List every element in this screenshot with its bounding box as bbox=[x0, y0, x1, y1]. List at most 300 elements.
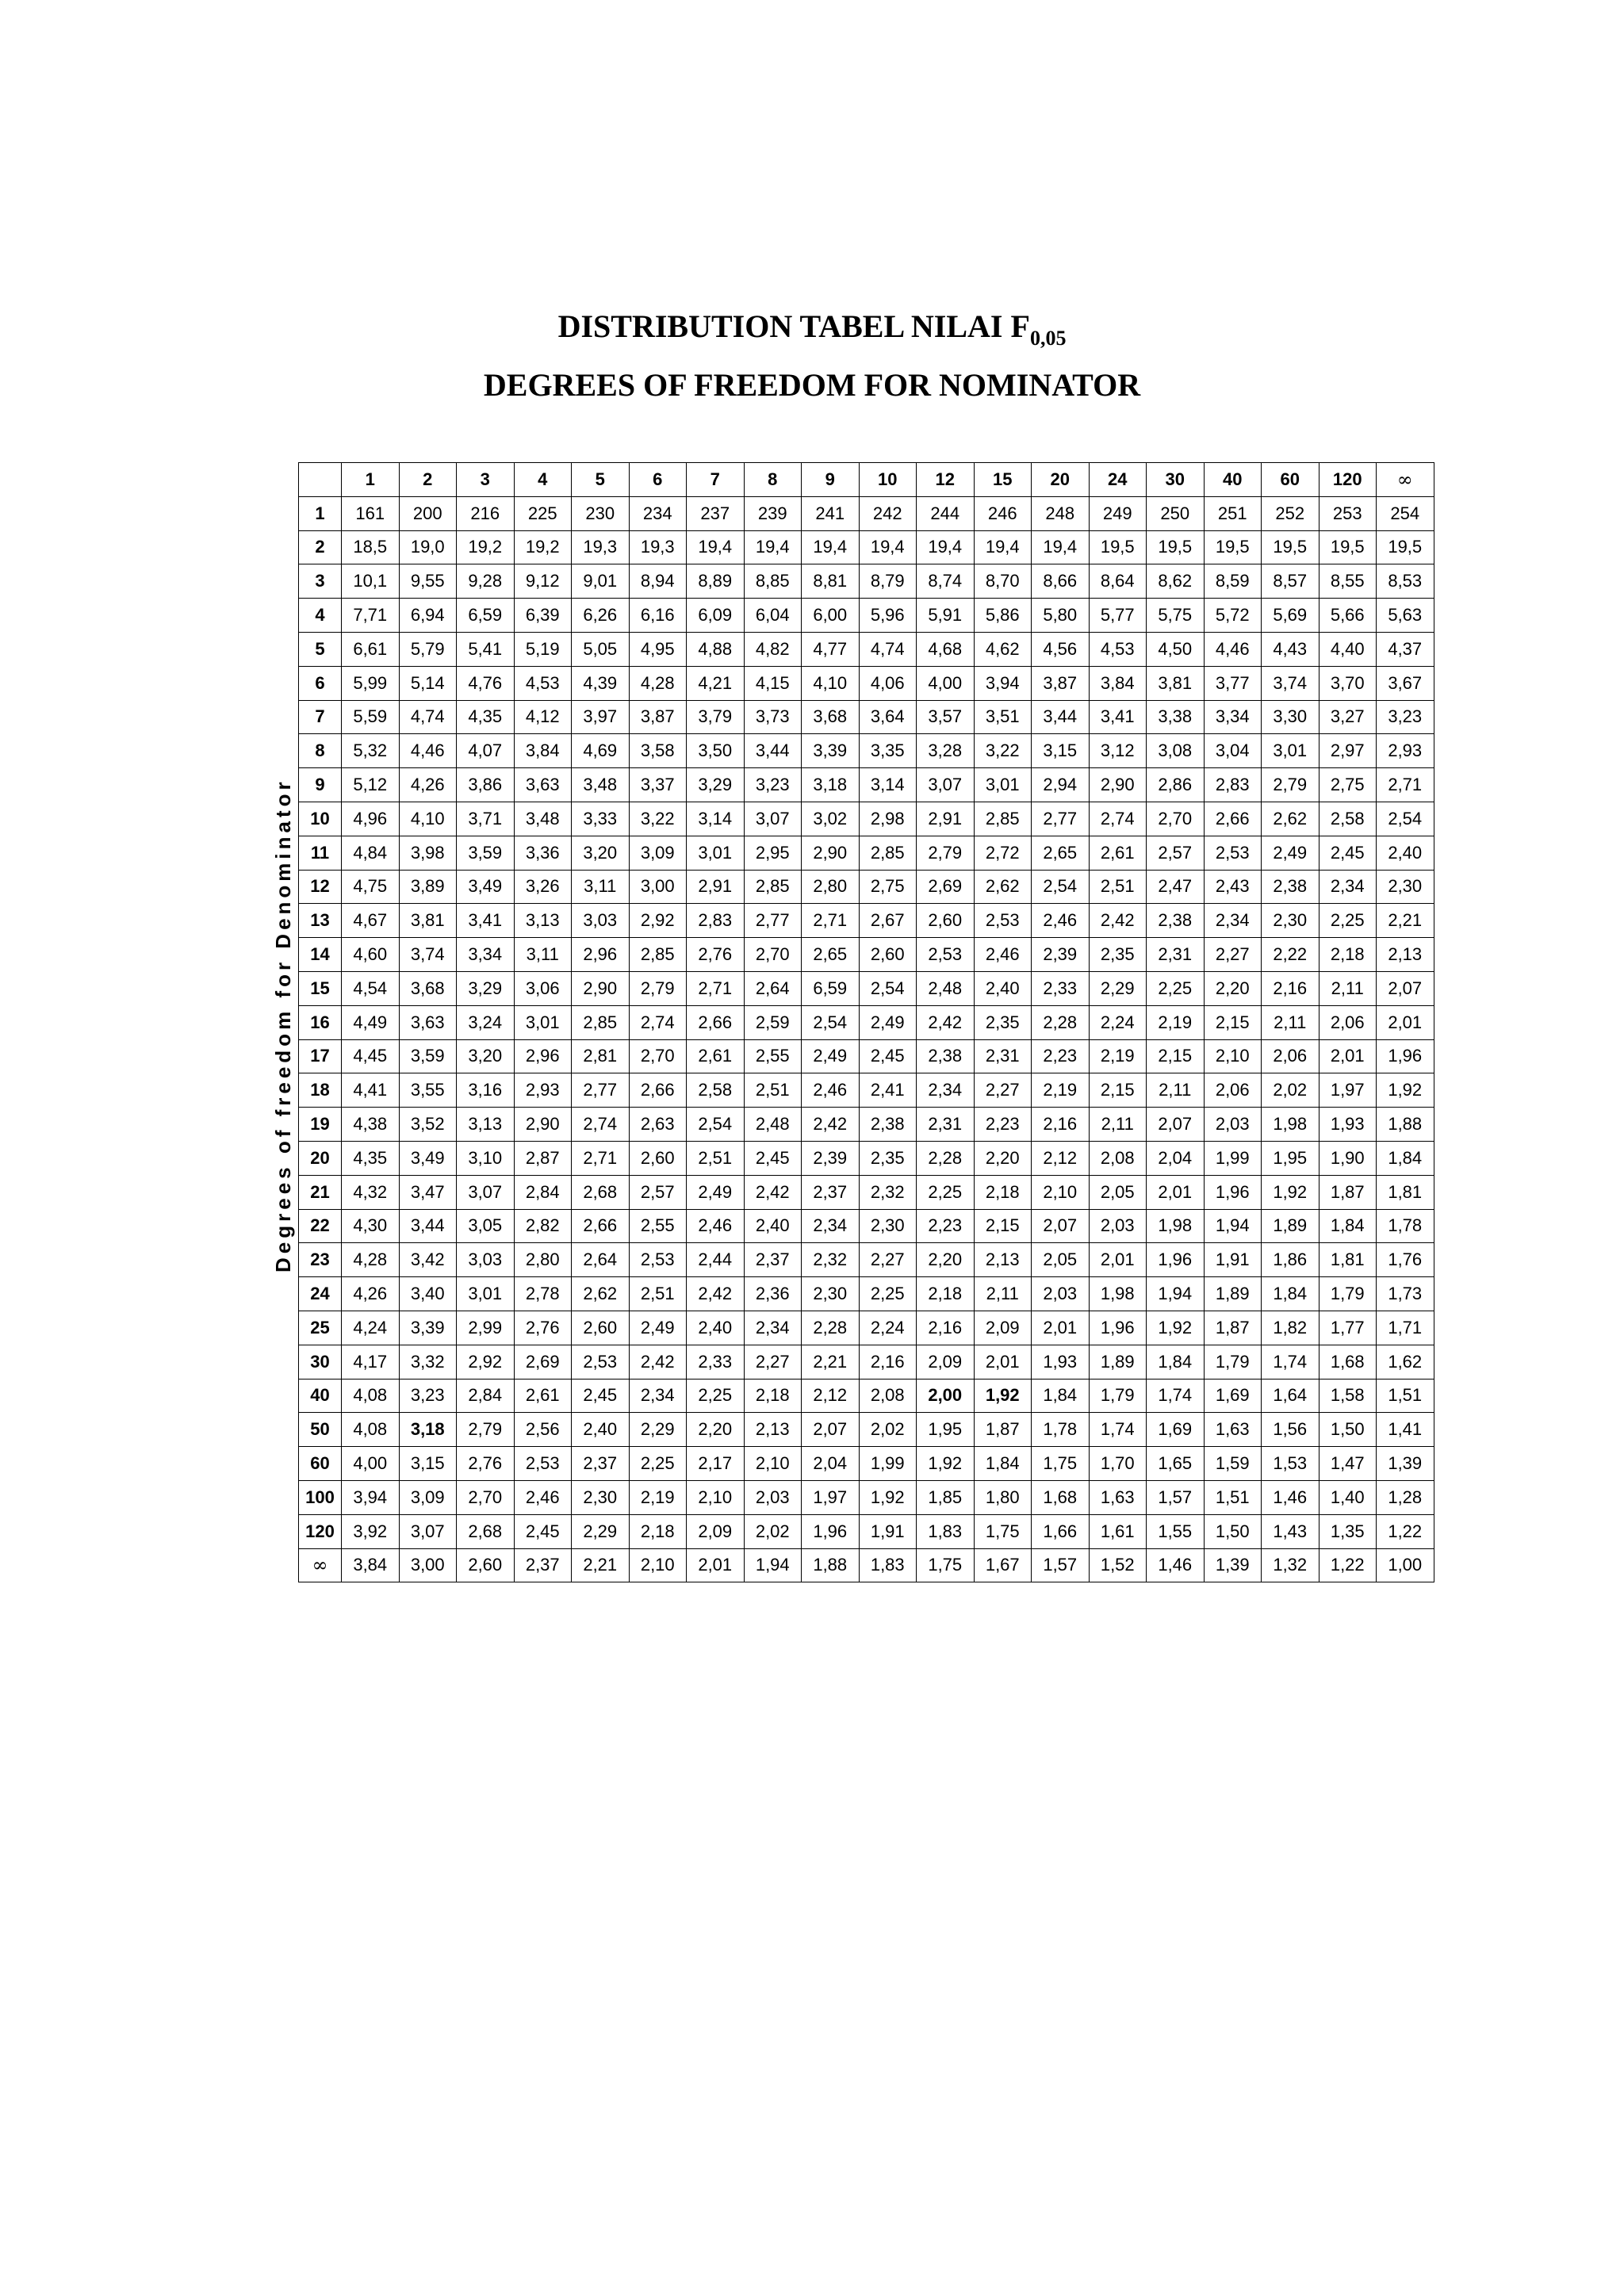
table-cell: 3,68 bbox=[399, 971, 457, 1005]
table-cell: 2,39 bbox=[1032, 938, 1090, 972]
table-cell: 2,39 bbox=[802, 1141, 860, 1175]
table-cell: 2,51 bbox=[629, 1277, 687, 1311]
table-cell: 2,48 bbox=[917, 971, 975, 1005]
table-cell: 19,5 bbox=[1319, 530, 1377, 564]
table-cell: 2,46 bbox=[974, 938, 1032, 972]
table-cell: 2,10 bbox=[629, 1548, 687, 1582]
table-cell: 5,12 bbox=[342, 768, 400, 802]
table-cell: 2,70 bbox=[744, 938, 802, 972]
table-cell: 1,79 bbox=[1204, 1345, 1262, 1379]
table-cell: 19,4 bbox=[974, 530, 1032, 564]
table-cell: 2,64 bbox=[744, 971, 802, 1005]
table-cell: 3,01 bbox=[514, 1005, 572, 1039]
row-header: 17 bbox=[299, 1039, 342, 1073]
table-cell: 4,10 bbox=[802, 666, 860, 700]
table-cell: 3,22 bbox=[629, 802, 687, 836]
table-row bbox=[299, 768, 1434, 802]
table-cell: 18,5 bbox=[342, 530, 400, 564]
row-header: 7 bbox=[299, 700, 342, 734]
row-header: 2 bbox=[299, 530, 342, 564]
table-cell: 2,07 bbox=[1377, 971, 1434, 1005]
table-cell: 2,23 bbox=[917, 1209, 975, 1243]
table-cell: 2,01 bbox=[1089, 1243, 1147, 1277]
table-cell: 2,07 bbox=[1147, 1108, 1205, 1142]
table-cell: 1,69 bbox=[1204, 1379, 1262, 1413]
table-cell: 3,68 bbox=[802, 700, 860, 734]
table-row bbox=[299, 1311, 1434, 1345]
table-cell: 2,60 bbox=[859, 938, 917, 972]
table-cell: 2,54 bbox=[687, 1108, 745, 1142]
table-cell: 3,40 bbox=[399, 1277, 457, 1311]
table-cell: 3,34 bbox=[457, 938, 515, 972]
table-cell: 2,96 bbox=[514, 1039, 572, 1073]
table-cell: 3,11 bbox=[514, 938, 572, 972]
table-cell: 2,90 bbox=[572, 971, 630, 1005]
table-cell: 2,80 bbox=[802, 870, 860, 904]
table-cell: 2,30 bbox=[1377, 870, 1434, 904]
table-cell: 2,23 bbox=[1032, 1039, 1090, 1073]
table-cell: 3,50 bbox=[687, 734, 745, 768]
table-cell: 4,37 bbox=[1377, 632, 1434, 666]
table-cell: 2,90 bbox=[802, 836, 860, 870]
table-cell: 2,40 bbox=[974, 971, 1032, 1005]
table-cell: 2,31 bbox=[917, 1108, 975, 1142]
table-cell: 2,22 bbox=[1262, 938, 1320, 972]
table-cell: 2,24 bbox=[1089, 1005, 1147, 1039]
table-cell: 1,96 bbox=[1089, 1311, 1147, 1345]
table-cell: 2,49 bbox=[1262, 836, 1320, 870]
table-cell: 1,92 bbox=[917, 1447, 975, 1481]
table-cell: 2,12 bbox=[802, 1379, 860, 1413]
table-cell: 1,93 bbox=[1319, 1108, 1377, 1142]
table-cell: 1,22 bbox=[1377, 1514, 1434, 1548]
table-cell: 2,53 bbox=[974, 904, 1032, 938]
table-cell: 4,74 bbox=[399, 700, 457, 734]
table-row bbox=[299, 496, 1434, 530]
table-cell: 1,84 bbox=[1377, 1141, 1434, 1175]
table-cell: 2,79 bbox=[917, 836, 975, 870]
table-cell: 8,59 bbox=[1204, 564, 1262, 599]
table-cell: 1,22 bbox=[1319, 1548, 1377, 1582]
table-row bbox=[299, 1548, 1434, 1582]
table-cell: 2,18 bbox=[1319, 938, 1377, 972]
table-cell: 4,60 bbox=[342, 938, 400, 972]
table-cell: 8,85 bbox=[744, 564, 802, 599]
table-cell: 1,83 bbox=[859, 1548, 917, 1582]
row-header: 60 bbox=[299, 1447, 342, 1481]
table-cell: 2,85 bbox=[859, 836, 917, 870]
table-cell: 2,02 bbox=[1262, 1073, 1320, 1108]
table-cell: 1,82 bbox=[1262, 1311, 1320, 1345]
table-cell: 3,00 bbox=[399, 1548, 457, 1582]
table-cell: 2,31 bbox=[1147, 938, 1205, 972]
table-cell: 254 bbox=[1377, 496, 1434, 530]
table-cell: 1,74 bbox=[1147, 1379, 1205, 1413]
table-cell: 9,01 bbox=[572, 564, 630, 599]
row-header: 24 bbox=[299, 1277, 342, 1311]
table-cell: 9,55 bbox=[399, 564, 457, 599]
table-cell: 3,74 bbox=[399, 938, 457, 972]
table-cell: 2,28 bbox=[917, 1141, 975, 1175]
table-cell: 2,66 bbox=[629, 1073, 687, 1108]
table-cell: 2,10 bbox=[744, 1447, 802, 1481]
table-row bbox=[299, 1039, 1434, 1073]
table-cell: 1,75 bbox=[917, 1548, 975, 1582]
column-header: 2 bbox=[399, 463, 457, 497]
table-cell: 3,22 bbox=[974, 734, 1032, 768]
table-cell: 3,63 bbox=[399, 1005, 457, 1039]
table-cell: 3,84 bbox=[514, 734, 572, 768]
table-cell: 1,83 bbox=[917, 1514, 975, 1548]
table-cell: 8,94 bbox=[629, 564, 687, 599]
table-cell: 2,03 bbox=[1032, 1277, 1090, 1311]
table-cell: 2,71 bbox=[572, 1141, 630, 1175]
table-cell: 2,54 bbox=[1032, 870, 1090, 904]
column-header: 40 bbox=[1204, 463, 1262, 497]
table-cell: 4,77 bbox=[802, 632, 860, 666]
table-cell: 1,40 bbox=[1319, 1480, 1377, 1514]
table-cell: 19,0 bbox=[399, 530, 457, 564]
table-cell: 2,62 bbox=[1262, 802, 1320, 836]
table-cell: 2,53 bbox=[572, 1345, 630, 1379]
table-cell: 3,07 bbox=[399, 1514, 457, 1548]
table-cell: 1,98 bbox=[1089, 1277, 1147, 1311]
table-cell: 2,30 bbox=[802, 1277, 860, 1311]
table-row bbox=[299, 1413, 1434, 1447]
table-cell: 19,4 bbox=[859, 530, 917, 564]
table-cell: 2,18 bbox=[629, 1514, 687, 1548]
table-cell: 4,95 bbox=[629, 632, 687, 666]
table-cell: 1,84 bbox=[1032, 1379, 1090, 1413]
table-cell: 2,04 bbox=[802, 1447, 860, 1481]
table-cell: 2,75 bbox=[1319, 768, 1377, 802]
table-cell: 2,76 bbox=[457, 1447, 515, 1481]
table-cell: 2,10 bbox=[1204, 1039, 1262, 1073]
table-cell: 8,74 bbox=[917, 564, 975, 599]
table-cell: 2,83 bbox=[687, 904, 745, 938]
table-cell: 2,27 bbox=[859, 1243, 917, 1277]
table-cell: 2,11 bbox=[1147, 1073, 1205, 1108]
table-cell: 3,81 bbox=[399, 904, 457, 938]
table-cell: 250 bbox=[1147, 496, 1205, 530]
table-cell: 2,20 bbox=[687, 1413, 745, 1447]
table-cell: 19,3 bbox=[629, 530, 687, 564]
table-cell: 4,43 bbox=[1262, 632, 1320, 666]
table-cell: 4,38 bbox=[342, 1108, 400, 1142]
table-cell: 4,82 bbox=[744, 632, 802, 666]
table-cell: 1,98 bbox=[1262, 1108, 1320, 1142]
table-cell: 2,58 bbox=[1319, 802, 1377, 836]
row-header: 8 bbox=[299, 734, 342, 768]
table-cell: 3,37 bbox=[629, 768, 687, 802]
row-header: 21 bbox=[299, 1175, 342, 1209]
table-cell: 19,5 bbox=[1377, 530, 1434, 564]
table-row bbox=[299, 971, 1434, 1005]
table-cell: 2,71 bbox=[802, 904, 860, 938]
table-cell: 2,01 bbox=[687, 1548, 745, 1582]
table-cell: 3,13 bbox=[457, 1108, 515, 1142]
table-cell: 3,44 bbox=[399, 1209, 457, 1243]
table-cell: 1,84 bbox=[974, 1447, 1032, 1481]
table-cell: 3,58 bbox=[629, 734, 687, 768]
table-cell: 2,92 bbox=[457, 1345, 515, 1379]
table-cell: 5,41 bbox=[457, 632, 515, 666]
table-cell: 2,43 bbox=[1204, 870, 1262, 904]
table-cell: 1,71 bbox=[1377, 1311, 1434, 1345]
table-row bbox=[299, 1277, 1434, 1311]
table-cell: 4,00 bbox=[342, 1447, 400, 1481]
table-cell: 1,79 bbox=[1319, 1277, 1377, 1311]
table-cell: 3,89 bbox=[399, 870, 457, 904]
table-cell: 2,29 bbox=[629, 1413, 687, 1447]
table-row bbox=[299, 1108, 1434, 1142]
table-cell: 2,53 bbox=[514, 1447, 572, 1481]
table-cell: 2,06 bbox=[1319, 1005, 1377, 1039]
table-cell: 2,27 bbox=[744, 1345, 802, 1379]
table-cell: 2,27 bbox=[1204, 938, 1262, 972]
table-cell: 1,87 bbox=[1204, 1311, 1262, 1345]
column-header: ∞ bbox=[1377, 463, 1434, 497]
corner-cell bbox=[299, 463, 342, 497]
table-cell: 1,35 bbox=[1319, 1514, 1377, 1548]
table-cell: 4,28 bbox=[342, 1243, 400, 1277]
table-cell: 1,92 bbox=[974, 1379, 1032, 1413]
table-cell: 8,55 bbox=[1319, 564, 1377, 599]
table-cell: 1,85 bbox=[917, 1480, 975, 1514]
table-cell: 2,34 bbox=[917, 1073, 975, 1108]
page-title bbox=[0, 308, 1624, 350]
table-cell: 4,39 bbox=[572, 666, 630, 700]
table-cell: 5,32 bbox=[342, 734, 400, 768]
table-cell: 1,97 bbox=[802, 1480, 860, 1514]
table-cell: 237 bbox=[687, 496, 745, 530]
table-row bbox=[299, 1141, 1434, 1175]
table-cell: 2,03 bbox=[1204, 1108, 1262, 1142]
table-cell: 1,87 bbox=[1319, 1175, 1377, 1209]
table-cell: 2,19 bbox=[1089, 1039, 1147, 1073]
table-cell: 2,16 bbox=[859, 1345, 917, 1379]
table-cell: 2,01 bbox=[1319, 1039, 1377, 1073]
table-cell: 3,70 bbox=[1319, 666, 1377, 700]
table-cell: 3,26 bbox=[514, 870, 572, 904]
table-cell: 1,94 bbox=[1147, 1277, 1205, 1311]
table-row bbox=[299, 1073, 1434, 1108]
table-cell: 2,19 bbox=[1032, 1073, 1090, 1108]
table-cell: 2,25 bbox=[1319, 904, 1377, 938]
table-cell: 3,51 bbox=[974, 700, 1032, 734]
table-cell: 1,65 bbox=[1147, 1447, 1205, 1481]
table-cell: 8,89 bbox=[687, 564, 745, 599]
table-cell: 2,32 bbox=[859, 1175, 917, 1209]
table-cell: 3,08 bbox=[1147, 734, 1205, 768]
table-cell: 1,28 bbox=[1377, 1480, 1434, 1514]
table-cell: 3,18 bbox=[802, 768, 860, 802]
table-cell: 5,69 bbox=[1262, 599, 1320, 633]
column-header: 7 bbox=[687, 463, 745, 497]
table-cell: 1,92 bbox=[1377, 1073, 1434, 1108]
table-cell: 3,29 bbox=[457, 971, 515, 1005]
table-cell: 3,35 bbox=[859, 734, 917, 768]
table-cell: 1,73 bbox=[1377, 1277, 1434, 1311]
title-text: DISTRIBUTION TABEL NILAI F bbox=[557, 308, 1030, 344]
table-cell: 1,55 bbox=[1147, 1514, 1205, 1548]
table-cell: 2,40 bbox=[744, 1209, 802, 1243]
table-cell: 1,57 bbox=[1032, 1548, 1090, 1582]
table-cell: 6,61 bbox=[342, 632, 400, 666]
table-cell: 2,62 bbox=[974, 870, 1032, 904]
table-cell: 2,99 bbox=[457, 1311, 515, 1345]
table-row bbox=[299, 632, 1434, 666]
table-cell: 1,78 bbox=[1377, 1209, 1434, 1243]
table-cell: 1,92 bbox=[1262, 1175, 1320, 1209]
table-cell: 2,87 bbox=[514, 1141, 572, 1175]
table-cell: 3,41 bbox=[1089, 700, 1147, 734]
table-cell: 2,49 bbox=[687, 1175, 745, 1209]
table-cell: 4,26 bbox=[342, 1277, 400, 1311]
table-cell: 4,08 bbox=[342, 1413, 400, 1447]
table-cell: 3,36 bbox=[514, 836, 572, 870]
column-header: 30 bbox=[1147, 463, 1205, 497]
table-cell: 8,79 bbox=[859, 564, 917, 599]
table-cell: 4,24 bbox=[342, 1311, 400, 1345]
table-cell: 3,18 bbox=[399, 1413, 457, 1447]
table-cell: 1,46 bbox=[1262, 1480, 1320, 1514]
table-cell: 1,94 bbox=[744, 1548, 802, 1582]
table-cell: 5,05 bbox=[572, 632, 630, 666]
table-cell: 3,92 bbox=[342, 1514, 400, 1548]
table-row bbox=[299, 802, 1434, 836]
table-cell: 3,74 bbox=[1262, 666, 1320, 700]
table-cell: 2,70 bbox=[629, 1039, 687, 1073]
table-cell: 1,52 bbox=[1089, 1548, 1147, 1582]
table-cell: 2,95 bbox=[744, 836, 802, 870]
table-cell: 4,26 bbox=[399, 768, 457, 802]
table-cell: 2,65 bbox=[802, 938, 860, 972]
column-header: 24 bbox=[1089, 463, 1147, 497]
table-cell: 2,61 bbox=[514, 1379, 572, 1413]
table-cell: 2,77 bbox=[744, 904, 802, 938]
row-header: 50 bbox=[299, 1413, 342, 1447]
table-cell: 2,13 bbox=[1377, 938, 1434, 972]
row-header: 100 bbox=[299, 1480, 342, 1514]
table-cell: 2,01 bbox=[974, 1345, 1032, 1379]
table-cell: 1,63 bbox=[1089, 1480, 1147, 1514]
column-header: 1 bbox=[342, 463, 400, 497]
table-cell: 2,07 bbox=[802, 1413, 860, 1447]
table-row bbox=[299, 1345, 1434, 1379]
table-cell: 3,86 bbox=[457, 768, 515, 802]
column-header: 3 bbox=[457, 463, 515, 497]
table-cell: 2,55 bbox=[629, 1209, 687, 1243]
table-cell: 3,07 bbox=[917, 768, 975, 802]
table-row bbox=[299, 700, 1434, 734]
table-cell: 3,98 bbox=[399, 836, 457, 870]
table-cell: 2,77 bbox=[572, 1073, 630, 1108]
table-cell: 2,02 bbox=[744, 1514, 802, 1548]
table-cell: 3,24 bbox=[457, 1005, 515, 1039]
table-cell: 1,98 bbox=[1147, 1209, 1205, 1243]
table-cell: 1,56 bbox=[1262, 1413, 1320, 1447]
table-cell: 2,79 bbox=[1262, 768, 1320, 802]
table-cell: 3,07 bbox=[457, 1175, 515, 1209]
table-cell: 3,03 bbox=[572, 904, 630, 938]
table-cell: 4,40 bbox=[1319, 632, 1377, 666]
table-cell: 1,81 bbox=[1319, 1243, 1377, 1277]
table-cell: 241 bbox=[802, 496, 860, 530]
table-cell: 2,33 bbox=[1032, 971, 1090, 1005]
row-header: 40 bbox=[299, 1379, 342, 1413]
table-cell: 10,1 bbox=[342, 564, 400, 599]
table-cell: 9,28 bbox=[457, 564, 515, 599]
table-cell: 2,34 bbox=[744, 1311, 802, 1345]
table-cell: 2,30 bbox=[1262, 904, 1320, 938]
table-cell: 3,44 bbox=[744, 734, 802, 768]
table-cell: 2,42 bbox=[917, 1005, 975, 1039]
table-cell: 1,58 bbox=[1319, 1379, 1377, 1413]
table-cell: 2,46 bbox=[514, 1480, 572, 1514]
table-row bbox=[299, 1209, 1434, 1243]
row-header: ∞ bbox=[299, 1548, 342, 1582]
table-cell: 2,10 bbox=[687, 1480, 745, 1514]
table-cell: 2,40 bbox=[572, 1413, 630, 1447]
table-cell: 4,28 bbox=[629, 666, 687, 700]
table-cell: 2,18 bbox=[917, 1277, 975, 1311]
table-row bbox=[299, 870, 1434, 904]
table-cell: 1,94 bbox=[1204, 1209, 1262, 1243]
table-cell: 4,75 bbox=[342, 870, 400, 904]
table-cell: 2,84 bbox=[514, 1175, 572, 1209]
row-header: 13 bbox=[299, 904, 342, 938]
table-cell: 3,05 bbox=[457, 1209, 515, 1243]
table-cell: 4,53 bbox=[514, 666, 572, 700]
table-cell: 6,09 bbox=[687, 599, 745, 633]
table-cell: 2,37 bbox=[572, 1447, 630, 1481]
table-cell: 4,67 bbox=[342, 904, 400, 938]
table-cell: 4,35 bbox=[342, 1141, 400, 1175]
table-cell: 8,81 bbox=[802, 564, 860, 599]
table-cell: 1,67 bbox=[974, 1548, 1032, 1582]
table-cell: 239 bbox=[744, 496, 802, 530]
table-cell: 4,96 bbox=[342, 802, 400, 836]
table-cell: 3,16 bbox=[457, 1073, 515, 1108]
table-cell: 3,09 bbox=[629, 836, 687, 870]
table-cell: 2,51 bbox=[687, 1141, 745, 1175]
table-cell: 2,97 bbox=[1319, 734, 1377, 768]
table-cell: 3,30 bbox=[1262, 700, 1320, 734]
table-cell: 2,84 bbox=[457, 1379, 515, 1413]
table-cell: 2,47 bbox=[1147, 870, 1205, 904]
table-cell: 2,23 bbox=[974, 1108, 1032, 1142]
table-row bbox=[299, 564, 1434, 599]
table-cell: 1,87 bbox=[974, 1413, 1032, 1447]
table-cell: 2,45 bbox=[859, 1039, 917, 1073]
table-cell: 3,49 bbox=[399, 1141, 457, 1175]
table-cell: 2,60 bbox=[457, 1548, 515, 1582]
table-cell: 2,54 bbox=[802, 1005, 860, 1039]
column-header: 6 bbox=[629, 463, 687, 497]
table-cell: 252 bbox=[1262, 496, 1320, 530]
table-cell: 6,00 bbox=[802, 599, 860, 633]
table-cell: 1,74 bbox=[1089, 1413, 1147, 1447]
table-cell: 2,29 bbox=[572, 1514, 630, 1548]
table-cell: 3,04 bbox=[1204, 734, 1262, 768]
table-cell: 1,99 bbox=[1204, 1141, 1262, 1175]
column-header: 8 bbox=[744, 463, 802, 497]
table-cell: 3,01 bbox=[974, 768, 1032, 802]
table-cell: 4,32 bbox=[342, 1175, 400, 1209]
table-cell: 1,59 bbox=[1204, 1447, 1262, 1481]
table-cell: 2,42 bbox=[802, 1108, 860, 1142]
